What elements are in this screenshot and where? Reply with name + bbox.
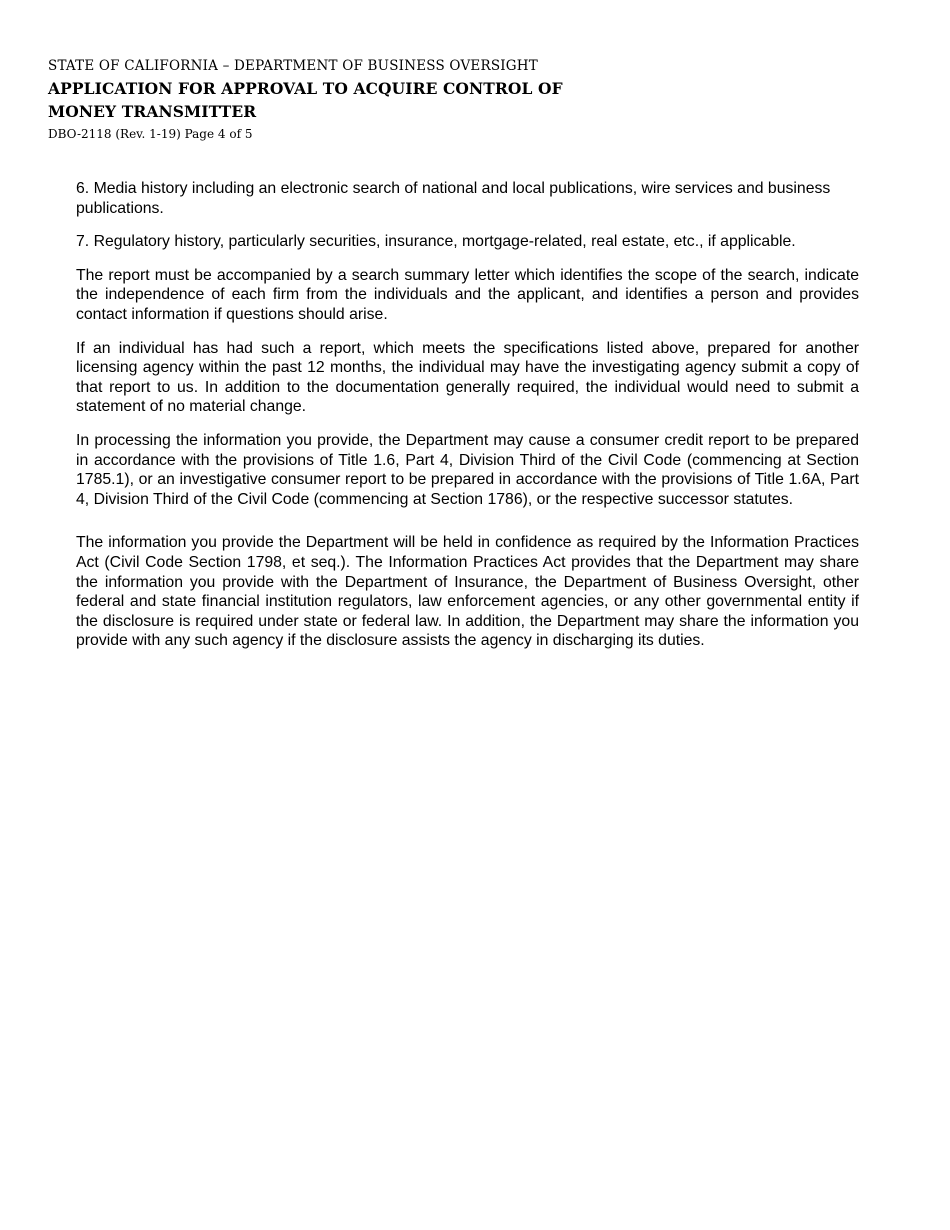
- paragraph-confidentiality: The information you provide the Department will be held in confidence as required by the Information Practices Act (Civil Code Section 1798, et seq.). The Information Practices Act provides that the Department may share the information you provide with the Department of Insurance, the Department of Business Oversight, other federal and state financial institution regulators, law enforcement agencies, or any other governmental entity if the disclosure is required under state or federal law. In addition, the Department may share the information you provide with any such agency if the disclosure assists the agency in discharging its duties.: [76, 534, 859, 650]
- paragraph-credit-report: In processing the information you provide, the Department may cause a consumer credit report to be prepared in accordance with the provisions of Title 1.6, Part 4, Division Third of the Civil Code (commencing at Section 1785.1), or an investigative consumer report to be prepared in accordance with the provisions of Title 1.6A, Part 4, Division Third of the Civil Code (commencing at Section 1786), or the respective successor statutes.: [76, 431, 859, 508]
- form-number: DBO-2118 (Rev. 1-19) Page 4 of 5: [48, 127, 253, 141]
- list-item-media-history: 6. Media history including an electronic search of national and local publications, wire services and business publications.: [76, 180, 831, 217]
- form-title-line-1: APPLICATION FOR APPROVAL TO ACQUIRE CONTROL OF: [48, 79, 563, 98]
- list-item-regulatory-history: 7. Regulatory history, particularly securities, insurance, mortgage-related, real estate, etc., if applicable.: [76, 233, 796, 251]
- page-header: [48, 56, 563, 144]
- paragraph-prior-report: If an individual has had such a report, which meets the specifications listed above, prepared for another licensing agency within the past 12 months, the individual may have the investigating agency submit a copy of that report to us. In addition to the documentation generally required, the individual would need to submit a statement of no material change.: [76, 339, 859, 416]
- document-body: [76, 179, 859, 665]
- agency-name: STATE OF CALIFORNIA – DEPARTMENT OF BUSINESS OVERSIGHT: [48, 58, 538, 74]
- form-title-line-2: MONEY TRANSMITTER: [48, 102, 257, 121]
- paragraph-summary-letter: The report must be accompanied by a search summary letter which identifies the scope of the search, indicate the independence of each firm from the individuals and the applicant, and identifies a person and provides contact information if questions should arise.: [76, 266, 859, 323]
